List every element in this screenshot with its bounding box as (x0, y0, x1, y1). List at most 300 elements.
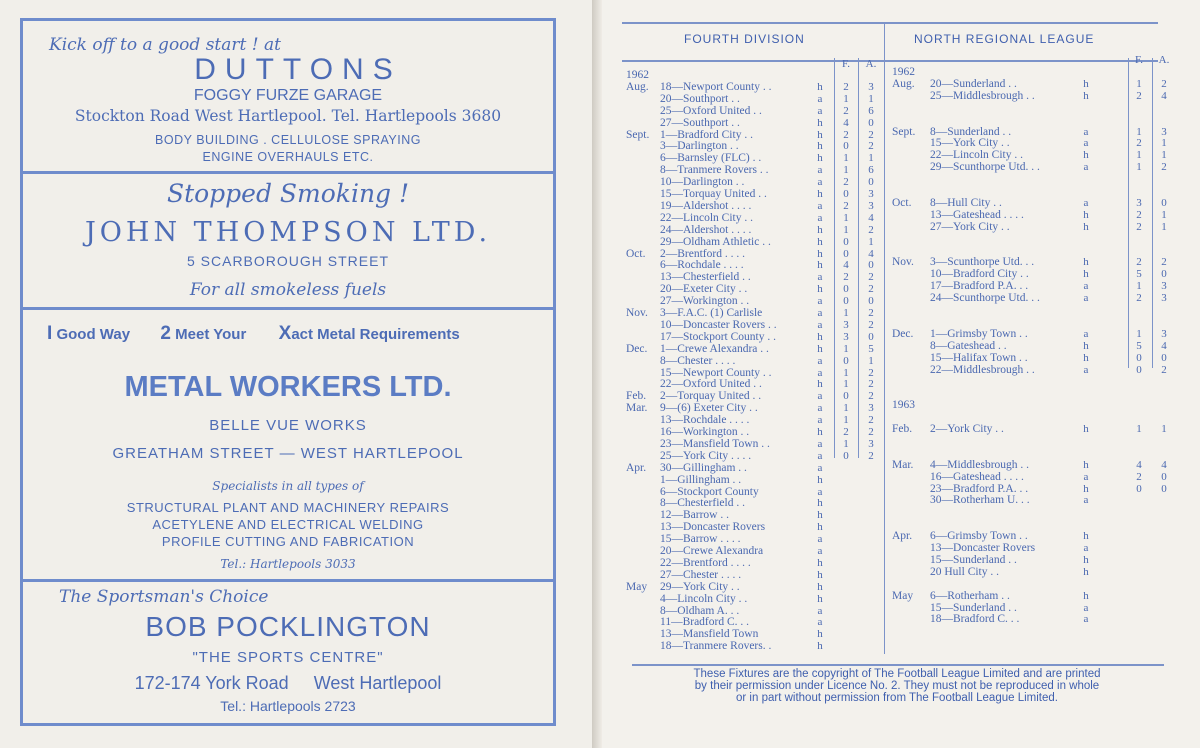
goals-against: 1 (1161, 137, 1167, 150)
goals-against: 0 (1161, 268, 1167, 281)
goals-for: 4 (843, 116, 849, 129)
venue: a (817, 414, 823, 427)
goals-against: 2 (868, 318, 874, 331)
fixture-row: 13—Gateshead . . . . (930, 208, 1024, 221)
month-label: 1962 (892, 66, 915, 78)
fixture-row: 15—Sunderland . . (930, 601, 1017, 614)
venue: h (1083, 268, 1089, 281)
goals-for: 1 (843, 92, 849, 105)
venue: a (817, 92, 823, 105)
venue: h (1083, 553, 1089, 566)
venue: h (817, 188, 823, 200)
venue: h (817, 128, 823, 141)
goals-against: 3 (868, 188, 874, 200)
slogan-initial: I (47, 323, 53, 344)
goals-against: 2 (868, 426, 874, 438)
venue: h (1083, 77, 1089, 90)
venue: h (817, 80, 823, 93)
fixture-row: 27—Southport . . (660, 116, 740, 129)
goals-for: 2 (1136, 292, 1142, 305)
goals-for: 0 (1136, 363, 1142, 376)
venue: h (1083, 565, 1089, 578)
fixture-row: 17—Stockport County . . (660, 330, 776, 343)
month-label: Oct. (892, 196, 912, 209)
goals-against: 0 (868, 330, 874, 343)
month-label: 1963 (892, 399, 915, 412)
venue: a (1083, 125, 1089, 138)
slogan-word: act Metal Requirements (291, 326, 460, 343)
month-label: Apr. (626, 461, 647, 474)
venue: h (817, 235, 823, 248)
venue: h (1083, 423, 1089, 435)
fixture-row: 13—Doncaster Rovers (660, 521, 766, 534)
goals-for: 4 (843, 259, 849, 272)
fixture-row: 6—Rotherham . . (930, 589, 1010, 602)
fixture-row: 30—Gillingham . . (660, 461, 747, 474)
goals-against: 3 (868, 437, 874, 450)
venue: h (1083, 589, 1089, 602)
fixture-row: 22—Middlesbrough . . (930, 363, 1035, 376)
copyright-line-1: These Fixtures are the copyright of The Football League Limited and are printed (693, 668, 1101, 680)
venue: a (817, 354, 823, 367)
fixture-row: 18—Tranmere Rovers. . (660, 640, 772, 653)
fixture-row: 8—Chester . . . . (660, 354, 736, 367)
goals-for: 2 (1136, 470, 1142, 483)
fixture-row: 10—Darlington . . (660, 176, 745, 189)
goals-against: 3 (1161, 125, 1167, 138)
venue: h (817, 628, 823, 641)
north-regional-title: NORTH REGIONAL LEAGUE (914, 32, 1095, 46)
fixture-row: 8—Sunderland . . (930, 125, 1012, 138)
metal-tel: Tel.: Hartlepools 3033 (220, 557, 356, 571)
divider (23, 307, 553, 310)
thompson-address: 5 SCARBOROUGH STREET (186, 253, 390, 269)
goals-for: 1 (843, 414, 849, 427)
fixture-row: 15—Sunderland . . (930, 553, 1017, 566)
fixture-row: 3—Scunthorpe Utd. . . (930, 256, 1035, 269)
fixture-row: 23—Mansfield Town . . (660, 437, 770, 450)
slogan-initial: 2 (160, 323, 171, 344)
month-label: Sept. (892, 125, 916, 138)
fixture-row: 8—Tranmere Rovers . . (660, 164, 769, 177)
venue: h (1083, 149, 1089, 162)
goals-for: 1 (843, 378, 849, 391)
north-f-header: F. (1135, 54, 1143, 66)
venue: a (817, 545, 823, 557)
goals-against: 2 (868, 449, 874, 462)
copyright-line-3: or in part without permission from The Football League Limited. (736, 692, 1058, 704)
fixture-row: 15—York City . . (930, 137, 1010, 150)
venue: a (817, 366, 823, 379)
venue: a (1083, 601, 1089, 614)
pocklington-name: BOB POCKLINGTON (145, 611, 431, 642)
metal-line-2: ACETYLENE AND ELECTRICAL WELDING (152, 517, 424, 532)
pocklington-tagline: The Sportsman's Choice (59, 587, 269, 607)
goals-against: 1 (868, 235, 874, 248)
goals-against: 3 (868, 402, 874, 415)
month-label: 1962 (626, 69, 649, 81)
fixture-row: 27—Chester . . . . (660, 568, 742, 581)
goals-against: 0 (1161, 482, 1167, 495)
venue: a (817, 176, 823, 189)
fixture-row: 25—Middlesbrough . . (930, 89, 1035, 102)
goals-against: 1 (1161, 423, 1167, 435)
fixture-row: 29—Scunthorpe Utd. . . (930, 161, 1040, 174)
venue: h (817, 330, 823, 343)
goals-for: 3 (843, 330, 849, 343)
month-label: Sept. (626, 128, 650, 141)
goals-for: 2 (1136, 137, 1142, 150)
goals-for: 2 (843, 199, 849, 212)
duttons-garage: FOGGY FURZE GARAGE (193, 87, 383, 104)
venue: a (817, 164, 823, 177)
fixture-row: 3—F.A.C. (1) Carlisle (660, 307, 763, 319)
goals-for: 2 (843, 426, 849, 438)
venue: a (1083, 196, 1089, 209)
fixture-row: 9—(6) Exeter City . . (660, 402, 758, 415)
slogan-word: Good Way (56, 326, 131, 343)
goals-against: 2 (868, 414, 874, 427)
fixture-row: 17—Bradford P.A. . . (930, 280, 1029, 293)
slogan-initial: X (278, 323, 292, 344)
goals-against: 2 (868, 128, 874, 141)
goals-against: 3 (1161, 292, 1167, 305)
venue: a (1083, 292, 1089, 305)
book-spine (592, 0, 602, 748)
goals-for: 0 (1136, 351, 1142, 364)
goals-for: 1 (843, 164, 849, 177)
fixture-row: 4—Lincoln City . . (660, 592, 748, 605)
fixture-row: 25—York City . . . . (660, 449, 752, 462)
fixture-row: 3—Darlington . . (660, 140, 739, 153)
venue: a (1083, 363, 1089, 376)
venue: a (1083, 280, 1089, 293)
goals-for: 2 (843, 271, 849, 284)
goals-against: 5 (868, 342, 874, 355)
goals-for: 0 (843, 449, 849, 462)
goals-for: 1 (843, 437, 849, 450)
goals-for: 0 (843, 140, 849, 153)
fixture-row: 22—Lincoln City . . (930, 149, 1023, 162)
thompson-tagline: For all smokeless fuels (189, 280, 387, 300)
venue: h (1083, 89, 1089, 102)
goals-for: 2 (843, 128, 849, 141)
goals-against: 2 (1161, 363, 1167, 376)
goals-for: 1 (843, 402, 849, 415)
fixture-row: 27—York City . . (930, 220, 1010, 233)
venue: h (1083, 208, 1089, 221)
goals-against: 2 (868, 283, 874, 296)
goals-for: 0 (843, 283, 849, 296)
fixture-row: 6—Grimsby Town . . (930, 530, 1028, 543)
goals-for: 1 (1136, 149, 1142, 162)
fixture-row: 22—Lincoln City . . (660, 211, 753, 224)
venue: h (1083, 220, 1089, 233)
venue: h (817, 140, 823, 153)
goals-against: 6 (868, 104, 874, 117)
fixture-row: 25—Oxford United . . (660, 104, 762, 117)
venue: a (817, 271, 823, 284)
duttons-services-2: ENGINE OVERHAULS ETC. (202, 150, 374, 164)
fixture-row: 19—Aldershot . . . . (660, 199, 752, 212)
venue: a (817, 533, 823, 546)
fixture-row: 10—Doncaster Rovers . . (660, 318, 777, 331)
metal-name: METAL WORKERS LTD. (124, 371, 452, 403)
fixture-row: 6—Rochdale . . . . (660, 259, 744, 272)
fixture-row: 13—Doncaster Rovers (930, 542, 1036, 554)
fixture-row: 15—Barrow . . . . (660, 533, 741, 546)
goals-against: 2 (868, 378, 874, 391)
fixture-row: 18—Bradford C. . . (930, 613, 1020, 626)
venue: a (817, 449, 823, 462)
goals-against: 2 (868, 366, 874, 379)
pocklington-shop: "THE SPORTS CENTRE" (192, 649, 384, 666)
venue: a (817, 199, 823, 212)
month-label: Aug. (626, 80, 649, 93)
fixture-row: 15—Halifax Town . . (930, 351, 1028, 364)
metal-specialists: Specialists in all types of (212, 479, 364, 493)
divider (23, 171, 553, 174)
venue: h (817, 580, 823, 593)
goals-against: 0 (868, 295, 874, 308)
thompson-headline: Stopped Smoking ! (166, 179, 410, 208)
fixture-row: 24—Aldershot . . . . (660, 223, 752, 236)
venue: h (817, 556, 823, 569)
goals-for: 1 (843, 307, 849, 319)
venue: h (817, 342, 823, 355)
goals-for: 1 (843, 211, 849, 224)
copyright-notice (630, 668, 1164, 704)
fixture-row: 6—Barnsley (FLC) . . (660, 152, 762, 165)
venue: a (817, 604, 823, 617)
goals-for: 1 (1136, 327, 1142, 340)
venue: a (1083, 494, 1089, 507)
goals-against: 3 (1161, 280, 1167, 293)
goals-for: 2 (843, 104, 849, 117)
pocklington-address: 172-174 York Road West Hartlepool (134, 673, 442, 693)
venue: h (1083, 339, 1089, 352)
fixture-row: 16—Gateshead . . . . (930, 470, 1024, 483)
goals-against: 0 (1161, 351, 1167, 364)
venue: h (817, 568, 823, 581)
goals-for: 1 (843, 342, 849, 355)
venue: h (817, 497, 823, 510)
venue: a (817, 307, 823, 319)
venue: a (1083, 542, 1089, 554)
thompson-name: JOHN THOMPSON LTD. (84, 217, 492, 248)
month-label: Aug. (892, 77, 915, 90)
venue: h (817, 378, 823, 391)
fixture-row: 8—Chesterfield . . (660, 497, 745, 510)
fixture-row: 20 Hull City . . (930, 565, 1000, 578)
goals-against: 2 (868, 223, 874, 236)
fixture-row: 12—Barrow . . (660, 509, 729, 522)
month-label: Dec. (626, 342, 648, 355)
goals-for: 1 (1136, 423, 1142, 435)
goals-against: 3 (868, 199, 874, 212)
goals-against: 4 (1161, 89, 1167, 102)
advert-frame (20, 18, 556, 726)
venue: a (817, 295, 823, 308)
month-label: Dec. (892, 327, 914, 340)
goals-against: 4 (1161, 458, 1167, 471)
venue: h (817, 116, 823, 129)
goals-against: 4 (1161, 339, 1167, 352)
goals-for: 4 (1136, 458, 1142, 471)
venue: h (817, 283, 823, 296)
fixture-row: 15—Torquay United . . (660, 188, 767, 200)
goals-for: 2 (1136, 256, 1142, 269)
venue: a (1083, 613, 1089, 626)
fixture-row: 20—Southport . . (660, 92, 740, 105)
footer-rule (632, 664, 1164, 666)
fixture-row: 8—Oldham A. . . (660, 604, 740, 617)
venue: h (817, 247, 823, 260)
venue: a (817, 461, 823, 474)
venue: h (817, 592, 823, 605)
fixture-row: 2—Torquay United . . (660, 390, 762, 403)
goals-for: 2 (843, 176, 849, 189)
goals-for: 1 (843, 366, 849, 379)
venue: h (817, 223, 823, 236)
venue: h (1083, 530, 1089, 543)
venue: h (1083, 482, 1089, 495)
goals-for: 0 (1136, 482, 1142, 495)
column-divider (1128, 58, 1129, 368)
goals-against: 4 (868, 247, 874, 260)
goals-for: 1 (1136, 125, 1142, 138)
fixture-row: 22—Brentford . . . . (660, 556, 751, 569)
venue: h (1083, 458, 1089, 471)
venue: h (817, 426, 823, 438)
venue: a (817, 437, 823, 450)
north-a-header: A. (1158, 54, 1170, 66)
goals-for: 0 (843, 235, 849, 248)
fixture-row: 8—Hull City . . (930, 196, 1002, 209)
venue: h (1083, 351, 1089, 364)
goals-for: 5 (1136, 268, 1142, 281)
slogan-word: Meet Your (175, 326, 247, 343)
venue: a (1083, 161, 1089, 174)
metal-line-1: STRUCTURAL PLANT AND MACHINERY REPAIRS (126, 500, 450, 515)
month-label: May (892, 589, 914, 602)
venue: a (1083, 470, 1089, 483)
goals-for: 1 (1136, 77, 1142, 90)
goals-for: 3 (1136, 196, 1142, 209)
month-label: Apr. (892, 530, 913, 543)
goals-for: 2 (1136, 89, 1142, 102)
fixture-row: 1—Bradford City . . (660, 128, 753, 141)
fixture-row: 8—Gateshead . . (930, 339, 1007, 352)
goals-for: 1 (1136, 280, 1142, 293)
fixture-row: 6—Stockport County (660, 485, 759, 498)
divider (23, 579, 553, 582)
advert-page (0, 0, 592, 748)
venue: a (1083, 137, 1089, 150)
venue: a (817, 318, 823, 331)
fixture-row: 1—Gillingham . . (660, 473, 742, 486)
goals-against: 2 (1161, 161, 1167, 174)
month-label: Oct. (626, 247, 646, 260)
fixture-row: 27—Workington . . (660, 295, 750, 308)
goals-against: 3 (868, 80, 874, 93)
column-divider (834, 58, 835, 458)
fixture-row: 1—Crewe Alexandra . . (660, 342, 769, 355)
copyright-line-2: by their permission under Licence No. 2. They must not be reproduced in whole (694, 680, 1100, 692)
venue: h (817, 521, 823, 534)
fixture-row: 11—Bradford C. . . (660, 616, 750, 629)
fourth-f-header: F. (842, 58, 850, 70)
goals-for: 0 (843, 354, 849, 367)
venue: h (817, 509, 823, 522)
goals-against: 2 (1161, 256, 1167, 269)
goals-against: 2 (1161, 77, 1167, 90)
fixture-row: 4—Middlesbrough . . (930, 458, 1030, 471)
goals-for: 3 (843, 318, 849, 331)
fixture-row: 20—Exeter City . . (660, 283, 748, 296)
column-divider (1152, 58, 1153, 368)
month-label: Mar. (892, 458, 914, 471)
goals-against: 0 (868, 176, 874, 189)
fixture-row: 20—Sunderland . . (930, 77, 1017, 90)
fixture-row: 18—Newport County . . (660, 80, 772, 93)
month-label: Nov. (892, 256, 914, 269)
fixture-row: 1—Grimsby Town . . (930, 327, 1028, 340)
goals-against: 0 (868, 116, 874, 129)
venue: a (817, 211, 823, 224)
fixture-row: 13—Rochdale . . . . (660, 414, 750, 427)
goals-for: 0 (843, 247, 849, 260)
goals-for: 1 (843, 152, 849, 165)
fixture-row: 13—Mansfield Town (660, 628, 759, 641)
goals-against: 1 (1161, 208, 1167, 221)
venue: a (817, 104, 823, 117)
venue: h (817, 473, 823, 486)
venue: a (817, 390, 823, 403)
fixture-row: 29—York City . . (660, 580, 740, 593)
venue: a (1083, 327, 1089, 340)
venue: a (817, 485, 823, 498)
fixture-row: 2—York City . . (930, 423, 1004, 435)
goals-against: 1 (1161, 149, 1167, 162)
goals-against: 6 (868, 164, 874, 177)
fixture-row: 23—Bradford P.A. . . (930, 482, 1029, 495)
fixture-row: 24—Scunthorpe Utd. . . (930, 292, 1040, 305)
fixture-row: 22—Oxford United . . (660, 378, 762, 391)
fixture-row: 2—Brentford . . . . (660, 247, 745, 260)
goals-against: 3 (1161, 327, 1167, 340)
goals-for: 2 (1136, 208, 1142, 221)
goals-for: 0 (843, 390, 849, 403)
fixture-row: 29—Oldham Athletic . . (660, 235, 771, 248)
month-label: Nov. (626, 307, 648, 319)
venue: a (817, 402, 823, 415)
metal-address: GREATHAM STREET — WEST HARTLEPOOL (112, 445, 464, 462)
goals-against: 2 (868, 390, 874, 403)
month-label: Mar. (626, 402, 648, 415)
goals-against: 4 (868, 211, 874, 224)
duttons-tagline: Kick off to a good start ! at (49, 35, 281, 55)
fixture-row: 16—Workington . . (660, 426, 750, 438)
month-label: Feb. (626, 390, 647, 403)
fixture-row: 13—Chesterfield . . (660, 271, 751, 284)
column-divider (884, 24, 885, 654)
month-label: May (626, 580, 648, 593)
goals-against: 1 (868, 354, 874, 367)
goals-against: 0 (1161, 470, 1167, 483)
column-divider (858, 58, 859, 458)
venue: h (1083, 256, 1089, 269)
